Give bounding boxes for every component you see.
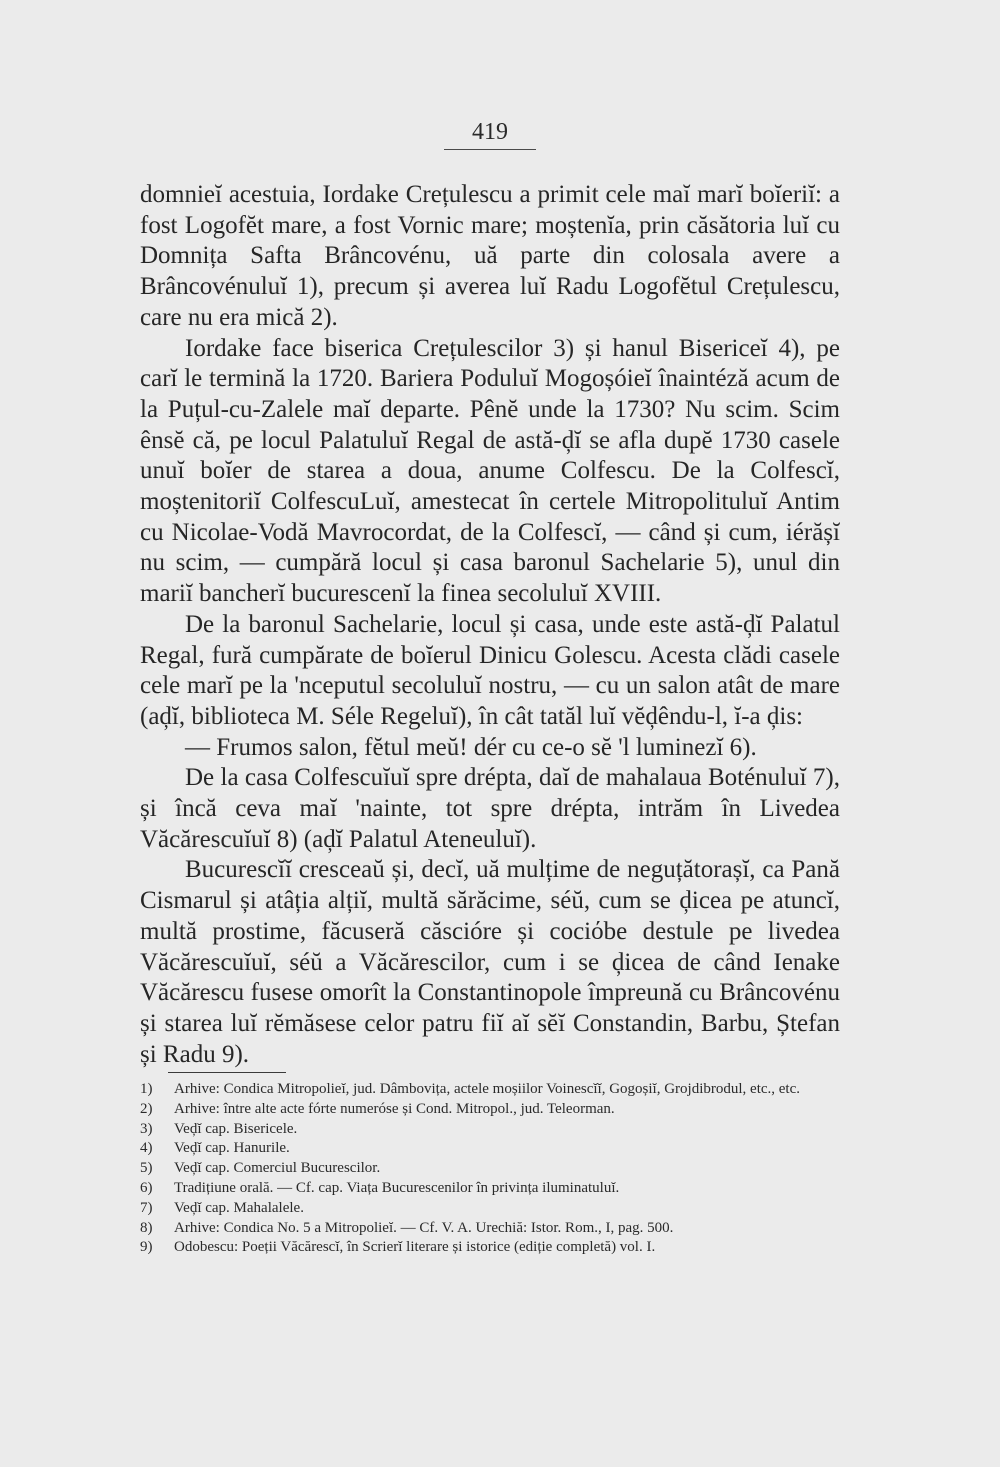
footnote — [140, 1139, 840, 1159]
footnote-number: 7) — [140, 1199, 153, 1216]
footnote — [140, 1159, 840, 1179]
footnote — [140, 1199, 840, 1219]
paragraph: Iordake face biserica Crețulescilor 3) și hanul Bisericeĭ 4), pe carĭ le termină la 1720. Bariera Poduluĭ Mogoșóieĭ înaintéză acum de la Puțul-cu-Zalele maĭ departe. Pênĕ unde la 1730? Nu scim. Scim ênsĕ că, pe locul Palatuluĭ Regal de astă-ḑĭ se afla dupĕ 1730 casele unuĭ boĭer de starea a doua, anume Colfescu. De la Colfescĭ, moștenitoriĭ ColfescuLuĭ, amestecat în certele Mitropolituluĭ Antim cu Nicolae-Vodă Mavrocordat, de la Colfescĭ, — când și cum, iérășĭ nu scim, — cumpără locul și casa baronul Sachelarie 5), unul din mariĭ bancherĭ bucurescenĭ la finea secoluluĭ XVIII. — [140, 334, 840, 608]
body-text — [140, 180, 840, 1070]
footnote-separator — [168, 1072, 286, 1073]
footnote — [140, 1120, 840, 1140]
footnote-text: Veḑĭ cap. Bisericele. — [174, 1120, 298, 1137]
footnote — [140, 1080, 840, 1100]
footnote-text: Arhive: între alte acte fórte numeróse și Cond. Mitropol., jud. Teleorman. — [174, 1100, 615, 1117]
paragraph: domnieĭ acestuia, Iordake Crețulescu a primit cele maĭ marĭ boĭeriĭ: a fost Logofĕt mare, a fost Vornic mare; moștenĭa, prin căsătoria luĭ cu Domnița Safta Brâncovénu, uă parte din colosala avere a Brâncovénuluĭ 1), precum și averea luĭ Radu Logofĕtul Crețulescu, care nu era mică 2). — [140, 181, 840, 331]
footnote-number: 1) — [140, 1081, 153, 1097]
paragraph: De la casa Colfescuĭuĭ spre drépta, daĭ de mahalaua Boténuluĭ 7), și încă ceva maĭ 'nainte, tot spre drépta, intrăm în Livedea Văcărescuĭuĭ 8) (aḑĭ Palatul Ateneuluĭ). — [140, 764, 840, 853]
footnote — [140, 1100, 840, 1120]
footnote-number: 9) — [140, 1239, 153, 1256]
paragraph: Bucurescĭĭ cresceaŭ și, decĭ, uă mulțime de neguțătorașĭ, ca Pană Cismarul și atâția alțiĭ, multă sărăcime, séŭ, cum se ḑicea pe atuncĭ, multă prostime, făcuseră căscióre și cociόbe destule pe livedea Văcărescuĭuĭ, séŭ a Văcărescilor, cum i se ḑicea de când Ienake Văcărescu fusese omorît la Constantinopole împreună cu Brâncovénu și starea luĭ rĕmăsese celor patru fiĭ aĭ sĕĭ Constandin, Barbu, Ștefan și Radu 9). — [140, 856, 840, 1068]
footnote-text: Arhive: Condica No. 5 a Mitropolieĭ. — Cf. V. A. Urechiă: Istor. Rom., I, pag. 500. — [174, 1219, 674, 1236]
footnote-number: 2) — [140, 1100, 153, 1117]
footnote-number: 4) — [140, 1140, 153, 1157]
footnote-number: 5) — [140, 1160, 153, 1177]
footnote — [140, 1219, 840, 1239]
page-number-rule — [444, 149, 536, 150]
footnote-number: 8) — [140, 1219, 153, 1236]
footnote-text: Veḑĭ cap. Hanurile. — [174, 1140, 290, 1157]
paragraph: De la baronul Sachelarie, locul și casa, unde este astă-ḑĭ Palatul Regal, fură cumpărate de boĭerul Dinicu Golescu. Acesta clădi casele cele marĭ pe la 'nceputul secoluluĭ nostru, — cu un salon atât de mare (aḑĭ, biblioteca M. Séle Regeluĭ), în cât tatăl luĭ vĕḑêndu-l, ĭ-a ḑis: — [140, 610, 840, 730]
footnote-text: Veḑĭ cap. Mahalalele. — [174, 1199, 304, 1216]
footnotes — [140, 1080, 840, 1258]
footnote-number: 6) — [140, 1179, 153, 1196]
footnote — [140, 1179, 840, 1199]
page-number: 419 — [472, 119, 508, 145]
footnote-text: Odobescu: Poeții Văcărescĭ, în Scrierĭ literare și istorice (ediție completă) vol. I. — [174, 1239, 656, 1256]
paragraph: — Frumos salon, fĕtul meŭ! dér cu ce-o sĕ 'l luminezĭ 6). — [185, 733, 757, 761]
footnote-text: Tradițiune orală. — Cf. cap. Viața Bucurescenilor în privința iluminatuluĭ. — [174, 1179, 620, 1196]
footnote — [140, 1238, 840, 1258]
footnote-text: Arhive: Condica Mitropolieĭ, jud. Dâmbovița, actele moșiilor Voinescĭĭ, Gogoșiĭ, Grojdibrodul, etc., etc. — [174, 1081, 801, 1097]
footnote-text: Veḑĭ cap. Comerciul Bucurescilor. — [174, 1160, 381, 1177]
footnote-number: 3) — [140, 1120, 153, 1137]
